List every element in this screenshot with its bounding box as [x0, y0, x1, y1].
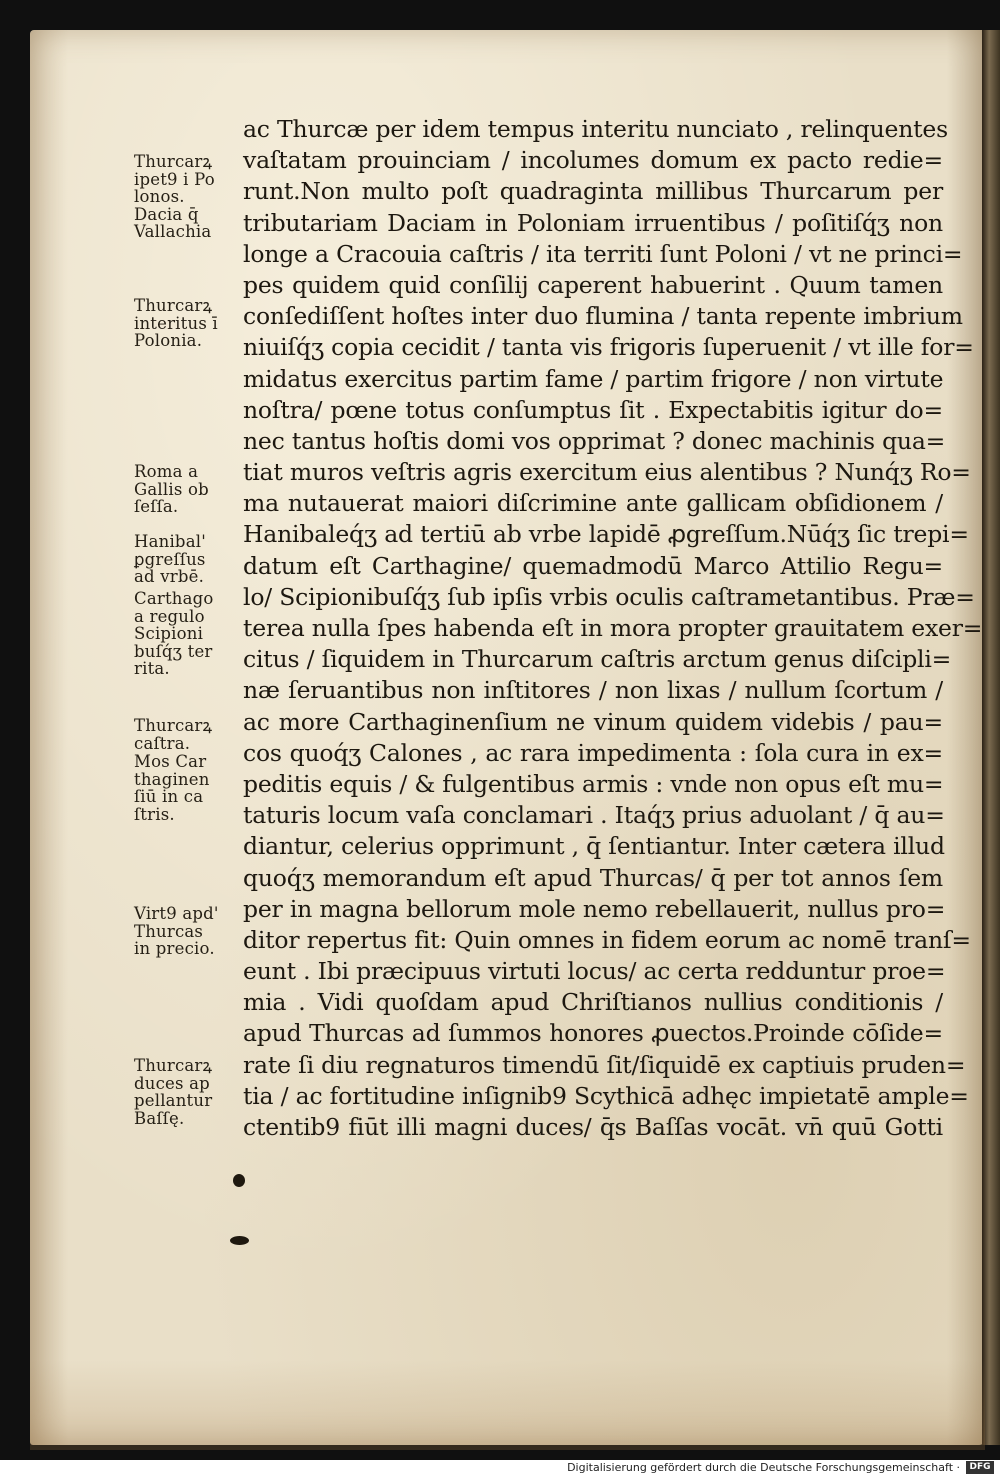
text-line: tia / ac fortitudine inſignib9 Scythicā adhęc impietatē ample=: [243, 1081, 969, 1110]
margin-note: Thurcarꝝ duces ap pellantur Baſſę.: [134, 1056, 213, 1128]
text-line: niuiſq́ʒ copia cecidit / tanta vis frigoris ſuperuenit / vt ille for=: [243, 333, 974, 362]
text-line: ditor repertus fit: Quin omnes in fidem eorum ac nomē tranſ=: [243, 925, 971, 954]
text-line: ma nutauerat maiori diſcrimine ante gallicam obſidionem /: [243, 489, 943, 518]
text-line: diantur, celerius opprimunt , q̄ ſentiantur. Inter cætera illud: [243, 832, 945, 861]
text-line: Hanibaleq́ʒ ad tertiū ab vrbe lapidē ꝓgreſſum.Nūq́ʒ ſic trepi=: [243, 520, 969, 549]
text-line: rate ſi diu regnaturos timendū ſit/ſiquidē ex captiuis pruden=: [243, 1050, 966, 1079]
margin-note: Thurcarꝝ ipet9 i Po lonos. Dacia q̄ Vallachia: [134, 152, 215, 241]
text-line: runt.Non multo poſt quadraginta millibus Thurcarum per: [243, 177, 943, 206]
funding-credit: Digitalisierung gefördert durch die Deutsche Forschungsgemeinschaft ·: [567, 1461, 960, 1474]
text-line: vaſtatam prouinciam / incolumes domum ex pacto redie=: [243, 146, 943, 175]
text-line: lo/ Scipionibuſq́ʒ ſub ipſis vrbis oculis caſtrametantibus. Præ=: [243, 582, 975, 611]
dfg-logo: DFG: [966, 1461, 994, 1474]
text-line: conſediſſent hoſtes inter duo flumina / tanta repente imbrium: [243, 302, 963, 331]
text-line: peditis equis / & fulgentibus armis : vnde non opus eſt mu=: [243, 769, 944, 798]
text-line: mia . Vidi quoſdam apud Chriſtianos nullius conditionis /: [243, 988, 943, 1017]
text-line: ac more Carthaginenſium ne vinum quidem videbis / pau=: [243, 707, 943, 736]
text-line: tiat muros veſtris agris exercitum eius alentibus ? Nunq́ʒ Ro=: [243, 458, 971, 487]
margin-note: Hanibal' ꝑgreſſus ad vrbē.: [134, 532, 206, 586]
text-line: eunt . Ibi præcipuus virtuti locus/ ac certa redduntur proe=: [243, 957, 946, 986]
page-gutter-edge: [982, 30, 1000, 1445]
text-line: taturis locum vaſa conclamari . Itaq́ʒ prius aduolant / q̄ au=: [243, 801, 945, 830]
ink-blot: [233, 1174, 245, 1187]
text-line: longe a Cracouia caſtris / ita territi ſunt Poloni / vt ne princi=: [243, 239, 963, 268]
margin-note: Thurcarꝝ interitus ī Polonia.: [134, 296, 218, 350]
text-line: næ ſeruantibus non inſtitores / non lixas / nullum ſcortum /: [243, 676, 943, 705]
text-line: quoq́ʒ memorandum eſt apud Thurcas/ q̄ per tot annos ſem: [243, 863, 943, 892]
margin-note: Mos Car thaginen ſiū in ca ſtris.: [134, 752, 210, 824]
text-line: midatus exercitus partim fame / partim frigore / non virtute: [243, 364, 944, 393]
text-line: terea nulla ſpes habenda eſt in mora propter grauitatem exer=: [243, 614, 983, 642]
text-line: datum eſt Carthagine/ quemadmodū Marco Attilio Regu=: [243, 551, 943, 580]
text-line: per in magna bellorum mole nemo rebellauerit, nullus pro=: [243, 894, 946, 923]
main-text-block: [243, 114, 983, 1143]
ink-blot: [230, 1236, 249, 1245]
text-line: citus / ſiquidem in Thurcarum caſtris arctum genus diſcipli=: [243, 645, 952, 674]
text-line: nec tantus hoſtis domi vos opprimat ? donec machinis qua=: [243, 426, 946, 455]
text-line: cos quoq́ʒ Calones , ac rara impedimenta : ſola cura in ex=: [243, 738, 943, 767]
margin-note: Thurcarꝝ caſtra.: [134, 716, 213, 753]
text-line: ac Thurcæ per idem tempus interitu nunciato , relinquentes: [243, 115, 948, 143]
footer-bar: [0, 1460, 1000, 1477]
text-line: pes quidem quid conſilij caperent habuerint . Quum tamen: [243, 270, 943, 299]
margin-note: Carthago a regulo Scipioni buſq́ʒ ter rita.: [134, 589, 214, 678]
margin-note: Virt9 apd' Thurcas in precio.: [134, 904, 219, 958]
text-line: tributariam Daciam in Poloniam irruentibus / poſitiſq́ʒ non: [243, 208, 943, 237]
margin-note: Roma a Gallis ob ſeſſa.: [134, 462, 209, 516]
text-line: ctentib9 fiūt illi magni duces/ q̄s Baſſas vocāt. vn̄ quū Gotti: [243, 1113, 943, 1141]
text-line: noſtra/ pœne totus conſumptus ſit . Expectabitis igitur do=: [243, 395, 943, 424]
text-line: apud Thurcas ad ſummos honores ꝓuectos.Proinde cōſide=: [243, 1019, 943, 1048]
